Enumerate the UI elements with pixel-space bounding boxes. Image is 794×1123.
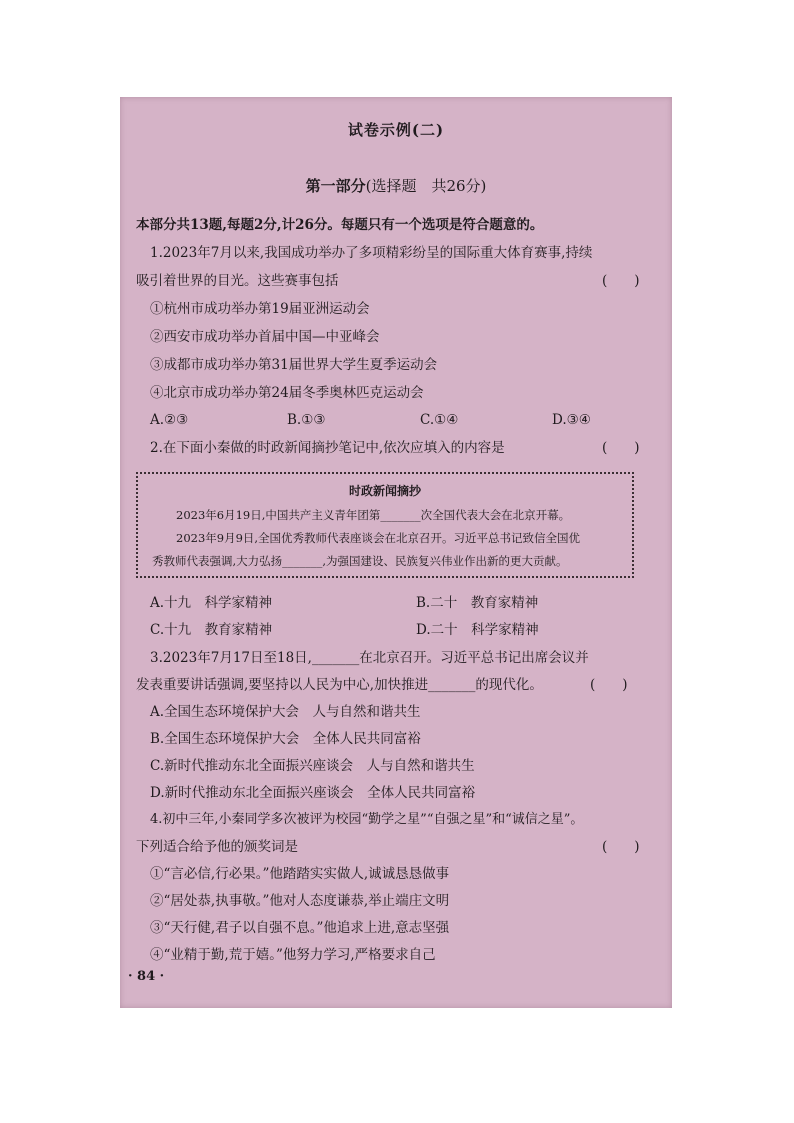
question-4-item-4: ④“业精于勤,荒于嬉。”他努力学习,严格要求自己 xyxy=(150,947,436,963)
question-1-option-d: D.③④ xyxy=(552,412,591,428)
exam-page xyxy=(120,97,672,1008)
news-excerpt-line-2: 2023年9月9日,全国优秀教师代表座谈会在北京召开。习近平总书记致信全国优 xyxy=(176,531,581,545)
page-number: · 84 · xyxy=(128,969,165,984)
news-excerpt-title: 时政新闻摘抄 xyxy=(348,484,421,498)
question-2-option-c: C.十九 教育家精神 xyxy=(150,622,273,638)
question-3-option-d: D.新时代推动东北全面振兴座谈会 全体人民共同富裕 xyxy=(150,785,476,801)
question-2-option-a: A.十九 科学家精神 xyxy=(150,595,273,611)
section-heading-note: (选择题 共26分) xyxy=(365,177,487,195)
question-1-line-2: 吸引着世界的目光。这些赛事包括 xyxy=(136,273,339,289)
question-1-item-3: ③成都市成功举办第31届世界大学生夏季运动会 xyxy=(150,357,438,373)
section-heading-main: 第一部分 xyxy=(305,177,366,195)
exam-title: 试卷示例(二) xyxy=(347,121,445,139)
question-1-item-4: ④北京市成功举办第24届冬季奥林匹克运动会 xyxy=(150,385,424,401)
section-heading xyxy=(120,175,672,196)
question-3-option-b: B.全国生态环境保护大会 全体人民共同富裕 xyxy=(150,731,421,747)
question-3-line-1: 3.2023年7月17日至18日,_______在北京召开。习近平总书记出席会议并 xyxy=(150,650,589,666)
question-4-item-2: ②“居处恭,执事敬。”他对人态度谦恭,举止端庄文明 xyxy=(150,893,450,909)
question-2-option-d: D.二十 科学家精神 xyxy=(416,622,539,638)
question-3-option-c: C.新时代推动东北全面振兴座谈会 人与自然和谐共生 xyxy=(150,758,475,774)
question-2-answer-paren: ( ) xyxy=(602,440,640,456)
question-4-item-1: ①“言必信,行必果。”他踏踏实实做人,诚诚恳恳做事 xyxy=(150,866,450,882)
question-3-answer-paren: ( ) xyxy=(590,677,628,693)
question-1-option-a: A.②③ xyxy=(150,412,189,428)
question-3-line-2: 发表重要讲话强调,要坚持以人民为中心,加快推进_______的现代化。 xyxy=(136,677,543,693)
question-2-option-b: B.二十 教育家精神 xyxy=(416,595,539,611)
question-1-item-2: ②西安市成功举办首届中国—中亚峰会 xyxy=(150,329,380,345)
question-1-answer-paren: ( ) xyxy=(602,273,640,289)
news-excerpt-line-3: 秀教师代表强调,大力弘扬_______,为强国建设、民族复兴伟业作出新的更大贡献。 xyxy=(152,554,568,568)
question-1-line-1: 1.2023年7月以来,我国成功举办了多项精彩纷呈的国际重大体育赛事,持续 xyxy=(150,245,593,261)
news-excerpt-line-1: 2023年6月19日,中国共产主义青年团第_______次全国代表大会在北京开幕。 xyxy=(176,508,571,522)
question-1-option-b: B.①③ xyxy=(287,412,326,428)
question-4-line-1: 4.初中三年,小秦同学多次被评为校园“勤学之星”“自强之星”和“诚信之星”。 xyxy=(150,812,584,827)
question-4-answer-paren: ( ) xyxy=(602,839,640,855)
question-1-option-c: C.①④ xyxy=(420,412,459,428)
question-3-option-a: A.全国生态环境保护大会 人与自然和谐共生 xyxy=(150,704,421,720)
news-excerpt-box xyxy=(136,472,634,578)
question-2-line-1: 2.在下面小秦做的时政新闻摘抄笔记中,依次应填入的内容是 xyxy=(150,440,505,456)
question-4-line-2: 下列适合给予他的颁奖词是 xyxy=(136,839,298,855)
question-4-item-3: ③“天行健,君子以自强不息。”他追求上进,意志坚强 xyxy=(150,920,450,936)
section-instructions: 本部分共13题,每题2分,计26分。每题只有一个选项是符合题意的。 xyxy=(136,217,544,233)
question-1-item-1: ①杭州市成功举办第19届亚洲运动会 xyxy=(150,301,370,317)
